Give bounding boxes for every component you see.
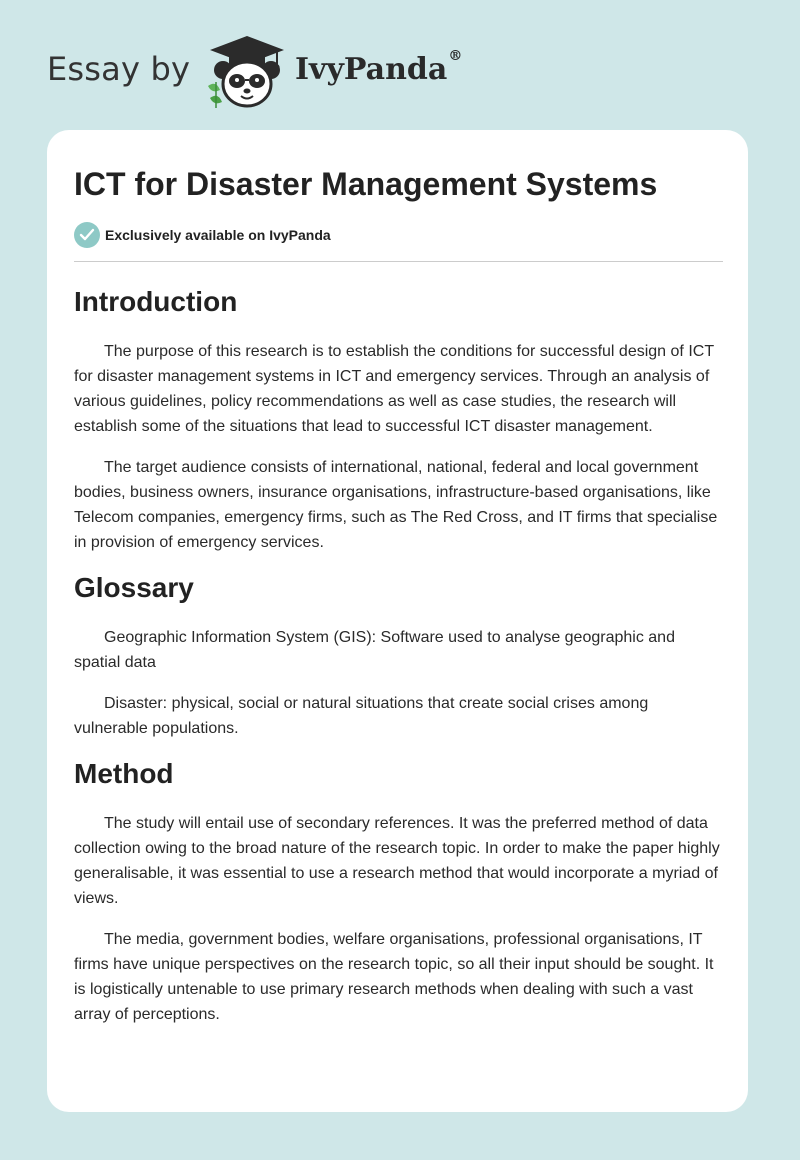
essay-card [47, 130, 748, 1112]
paragraph: The purpose of this research is to establish the conditions for successful design of ICT for disaster management systems in ICT and emergency services. Through an analysis of various guidelines, policy recommendations as well as case studies, the research will establish some of the situations that lead to successful ICT disaster management. [74, 343, 714, 435]
paragraph: Geographic Information System (GIS): Software used to analyse geographic and spatial data [74, 629, 675, 671]
section-heading: Method [74, 758, 174, 789]
section-method [74, 757, 721, 1027]
panda-logo-icon[interactable] [202, 34, 292, 110]
section-glossary [74, 571, 721, 741]
brand-name-text: IvyPanda [295, 52, 448, 87]
paragraph: Disaster: physical, social or natural situations that create social crises among vulnerable populations. [74, 695, 649, 737]
paragraph: The media, government bodies, welfare organisations, professional organisations, IT firms have unique perspectives on the research topic, so all their input should be sought. It is logistically untenable to use primary research methods when dealing with such a vast array of perceptions. [74, 931, 714, 1023]
brand-prefix: Essay by [47, 50, 191, 88]
brand-header [47, 34, 487, 110]
paragraph: The target audience consists of international, national, federal and local government bodies, business owners, insurance organisations, infrastructure-based organisations, like Telecom companies, emergency firms, such as The Red Cross, and IT firms that specialise in provision of emergency services. [74, 459, 718, 551]
check-circle-icon [74, 222, 100, 248]
page-title: ICT for Disaster Management Systems [74, 166, 658, 202]
registered-mark: ® [448, 48, 463, 64]
divider [74, 261, 723, 262]
exclusive-label: Exclusively available on IvyPanda [105, 227, 331, 243]
section-heading: Glossary [74, 572, 194, 603]
paragraph: The study will entail use of secondary references. It was the preferred method of data collection owing to the broad nature of the research topic. In order to make the paper highly generalisable, it was essential to use a research method that would incorporate a myriad of views. [74, 815, 720, 907]
brand-name[interactable] [295, 48, 463, 87]
section-heading: Introduction [74, 286, 238, 317]
section-introduction [74, 285, 721, 555]
exclusive-badge [74, 221, 721, 249]
